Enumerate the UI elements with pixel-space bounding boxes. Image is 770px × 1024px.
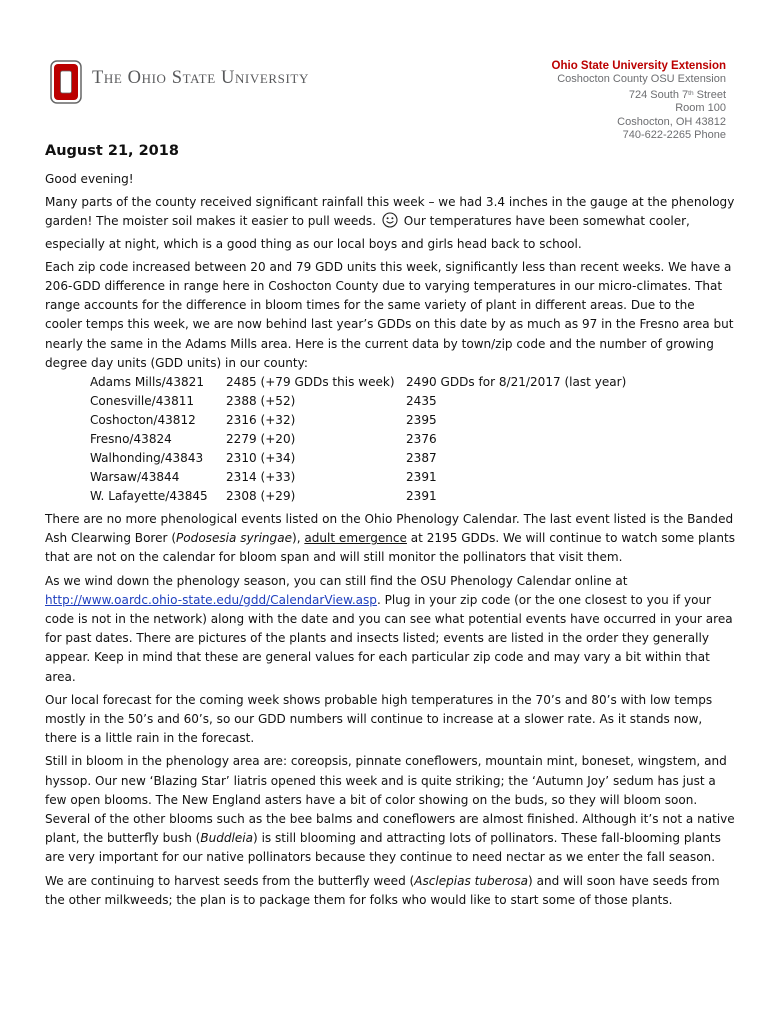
city-state-zip: Coshocton, OH 43812	[617, 115, 726, 128]
university-wordmark: The Ohio State University	[92, 68, 309, 88]
greeting: Good evening!	[45, 172, 134, 186]
gdd-current-cell: 2316 (+32)	[226, 413, 296, 428]
street-name: Street	[693, 88, 726, 101]
street-address	[552, 87, 726, 102]
gdd-town-cell: W. Lafayette/43845	[90, 489, 208, 504]
paragraph-blooms	[45, 752, 735, 867]
gdd-current-cell: 2485 (+79 GDDs this week)	[226, 375, 395, 390]
gdd-table-row	[90, 449, 626, 468]
gdd-table-row	[90, 373, 626, 392]
phone: 740-622-2265 Phone	[622, 129, 726, 142]
gdd-town-cell: Walhonding/43843	[90, 451, 204, 466]
office-name: Coshocton County OSU Extension	[557, 73, 726, 86]
phenology-events-text-b: ),	[292, 531, 305, 546]
paragraph-forecast: Our local forecast for the coming week shows probable high temperatures in the 70’s and 80’s with low temps mostly in the 50’s and 60’s, so our GDD numbers will continue to increase at a slower rate. As it stands now, there is a little rain in the forecast.	[45, 692, 713, 746]
seeds-text-a: We are continuing to harvest seeds from the butterfly weed (	[45, 873, 415, 888]
gdd-town-cell: Conesville/43811	[90, 394, 195, 409]
phenology-calendar-link[interactable]: http://www.oardc.ohio-state.edu/gdd/CalendarView.asp	[45, 592, 377, 607]
gdd-current-cell: 2308 (+29)	[226, 489, 296, 504]
gdd-last-year-cell: 2387	[406, 451, 437, 466]
gdd-table	[90, 373, 626, 506]
gdd-last-year-cell: 2391	[406, 489, 437, 504]
letter-body	[45, 170, 735, 914]
paragraph-gdd-intro: Each zip code increased between 20 and 79 GDD units this week, significantly less than recent weeks. We have a 206-GDD difference in range here in Coshocton County due to varying temperatures in our micro-climates. That range accounts for the difference in bloom times for the same variety of plant in different areas. Due to the cooler temps this week, we are now behind last year’s GDDs on this date by as much as 97 in the Fresno area but nearly the same in the Adams Mills area. Here is the current data by town/zip code and the number of growing degree day units (GDD units) in our county:	[45, 259, 734, 370]
calendar-text-b: . Plug in your zip code (or the one closest to you if your code is not in the network) along with the date and you can see what potential events have occurred in your area for past dates. There are pictures of the plants and insects listed; events are listed in the order they generally appear. Keep in mind that these are general values for each particular zip code and may vary a bit within that area.	[45, 592, 733, 684]
gdd-last-year-cell: 2395	[406, 413, 437, 428]
paragraph-rainfall-text-b: Our temperatures have been somewhat cooler, especially at night, which is a good thing as our local boys and girls head back to school.	[45, 214, 690, 251]
phenology-events-text-a: There are no more phenological events listed on the Ohio Phenology Calendar. The last event listed is the Banded Ash Clearwing Borer (	[45, 512, 734, 546]
blooms-text-a: Still in bloom in the phenology area are: coreopsis, pinnate coneflowers, mountain mint, boneset, wingstem, and hyssop. Our new ‘Blazing Star’ liatris opened this week and is quite striking; the ‘Autumn Joy’ sedum has just a few open blooms. The New England asters have a bit of color showing on the buds, so they will bloom soon. Several of the other blooms such as the bee balms and coneflowers are almost finished. Although it’s not a native plant, the butterfly bush (	[45, 754, 735, 846]
letter-date: August 21, 2018	[45, 143, 179, 159]
asclepias-name: Asclepias tuberosa	[414, 873, 529, 888]
gdd-last-year-cell: 2490 GDDs for 8/21/2017 (last year)	[406, 375, 627, 390]
seeds-text-b: ) and will soon have seeds from the other milkweeds; the plan is to package them for folks who would like to start some of those plants.	[45, 873, 720, 907]
gdd-table-row	[90, 487, 626, 506]
street-number: 724 South 7	[628, 88, 689, 101]
room: Room 100	[675, 102, 726, 115]
gdd-town-cell: Coshocton/43812	[90, 413, 196, 428]
adult-emergence-text: adult emergence	[304, 531, 407, 546]
gdd-town-cell: Adams Mills/43821	[90, 375, 204, 390]
gdd-town-cell: Warsaw/43844	[90, 470, 180, 485]
gdd-table-row	[90, 392, 626, 411]
gdd-current-cell: 2314 (+33)	[226, 470, 296, 485]
gdd-last-year-cell: 2435	[406, 394, 437, 409]
gdd-town-cell: Fresno/43824	[90, 432, 172, 447]
paragraph-rainfall	[45, 193, 735, 254]
paragraph-phenology-events	[45, 510, 735, 568]
paragraph-rainfall-text-a: Many parts of the county received significant rainfall this week – we had 3.4 inches in the gauge at the phenology garden! The moister soil makes it easier to pull weeds.	[45, 195, 735, 229]
gdd-table-row	[90, 411, 626, 430]
gdd-current-cell: 2388 (+52)	[226, 394, 296, 409]
phenology-events-text-c: at 2195 GDDs. We will continue to watch some plants that are not on the calendar for bloom span and will still monitor the pollinators that visit them.	[45, 531, 736, 565]
gdd-current-cell: 2310 (+34)	[226, 451, 296, 466]
paragraph-seeds	[45, 872, 735, 910]
gdd-last-year-cell: 2391	[406, 470, 437, 485]
paragraph-calendar	[45, 572, 735, 687]
gdd-table-row	[90, 430, 626, 449]
extension-name: Ohio State University Extension	[551, 60, 726, 72]
extension-address-block	[552, 60, 726, 142]
gdd-last-year-cell: 2376	[406, 432, 437, 447]
osu-block-o-logo	[50, 60, 82, 109]
blooms-text-b: ) is still blooming and attracting lots of pollinators. These fall-blooming plants are very important for our native pollinators because they continue to need nectar as we enter the fall season.	[45, 831, 721, 865]
smiley-icon	[382, 212, 398, 234]
species-name: Podosesia syringae	[176, 531, 292, 546]
calendar-text-a: As we wind down the phenology season, you can still find the OSU Phenology Calendar online at	[45, 573, 628, 588]
street-suffix: th	[688, 89, 694, 97]
gdd-current-cell: 2279 (+20)	[226, 432, 296, 447]
gdd-table-row	[90, 468, 626, 487]
buddleia-name: Buddleia	[200, 831, 254, 846]
